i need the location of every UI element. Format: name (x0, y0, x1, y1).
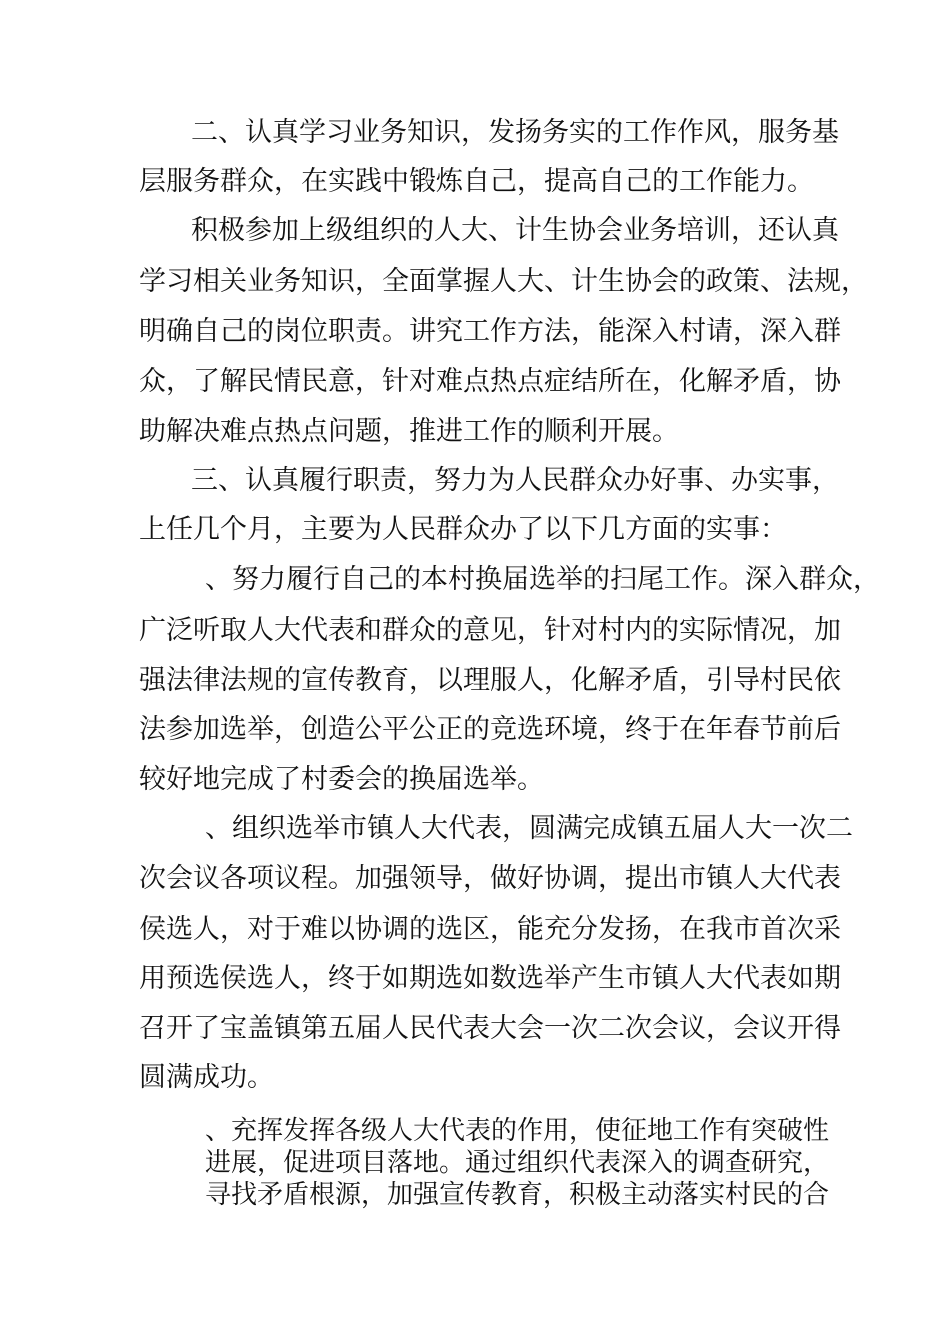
paragraph-3-line-1: 三、认真履行职责，努力为人民群众办好事、办实事， (191, 465, 839, 496)
paragraph-5-line-3: 侯选人，对于难以协调的选区，能充分发扬，在我市首次采 (139, 914, 841, 945)
paragraph-5-line-6: 圆满成功。 (139, 1062, 274, 1093)
paragraph-1-line-2: 层服务群众，在实践中锻炼自己，提高自己的工作能力。 (139, 166, 814, 197)
paragraph-4-line-2: 广泛听取人大代表和群众的意见，针对村内的实际情况，加 (139, 615, 841, 646)
paragraph-5-line-1: 、组织选举市镇人大代表，圆满完成镇五届人大一次二 (205, 813, 853, 844)
paragraph-2-line-5: 助解决难点热点问题，推进工作的顺利开展。 (139, 416, 679, 447)
paragraph-1-line-1: 二、认真学习业务知识，发扬务实的工作作风，服务基 (191, 117, 839, 148)
paragraph-2-line-3: 明确自己的岗位职责。讲究工作方法，能深入村请，深入群 (139, 316, 841, 347)
paragraph-4-line-1: 、努力履行自己的本村换届选举的扫尾工作。深入群众， (205, 564, 880, 595)
paragraph-2-line-2: 学习相关业务知识，全面掌握人大、计生协会的政策、法规， (139, 266, 868, 297)
paragraph-6-line-2: 进展，促进项目落地。通过组织代表深入的调查研究， (205, 1148, 830, 1178)
paragraph-5-line-4: 用预选侯选人，终于如期选如数选举产生市镇人大代表如期 (139, 963, 841, 994)
paragraph-2-line-4: 众，了解民情民意，针对难点热点症结所在，化解矛盾，协 (139, 366, 841, 397)
paragraph-4-line-5: 较好地完成了村委会的换届选举。 (139, 764, 544, 795)
paragraph-4-line-3: 强法律法规的宣传教育，以理服人，化解矛盾，引导村民依 (139, 665, 841, 696)
paragraph-6-line-1: 、充挥发挥各级人大代表的作用，使征地工作有突破性 (205, 1116, 830, 1146)
paragraph-5-line-5: 召开了宝盖镇第五届人民代表大会一次二次会议，会议开得 (139, 1013, 841, 1044)
paragraph-4-line-4: 法参加选举，创造公平公正的竞选环境，终于在年春节前后 (139, 714, 841, 745)
paragraph-6-line-3: 寻找矛盾根源，加强宣传教育，积极主动落实村民的合 (205, 1180, 830, 1210)
paragraph-3-line-2: 上任几个月，主要为人民群众办了以下几方面的实事： (139, 514, 787, 545)
paragraph-2-line-1: 积极参加上级组织的人大、计生协会业务培训，还认真 (191, 215, 839, 246)
paragraph-5-line-2: 次会议各项议程。加强领导，做好协调，提出市镇人大代表 (139, 863, 841, 894)
